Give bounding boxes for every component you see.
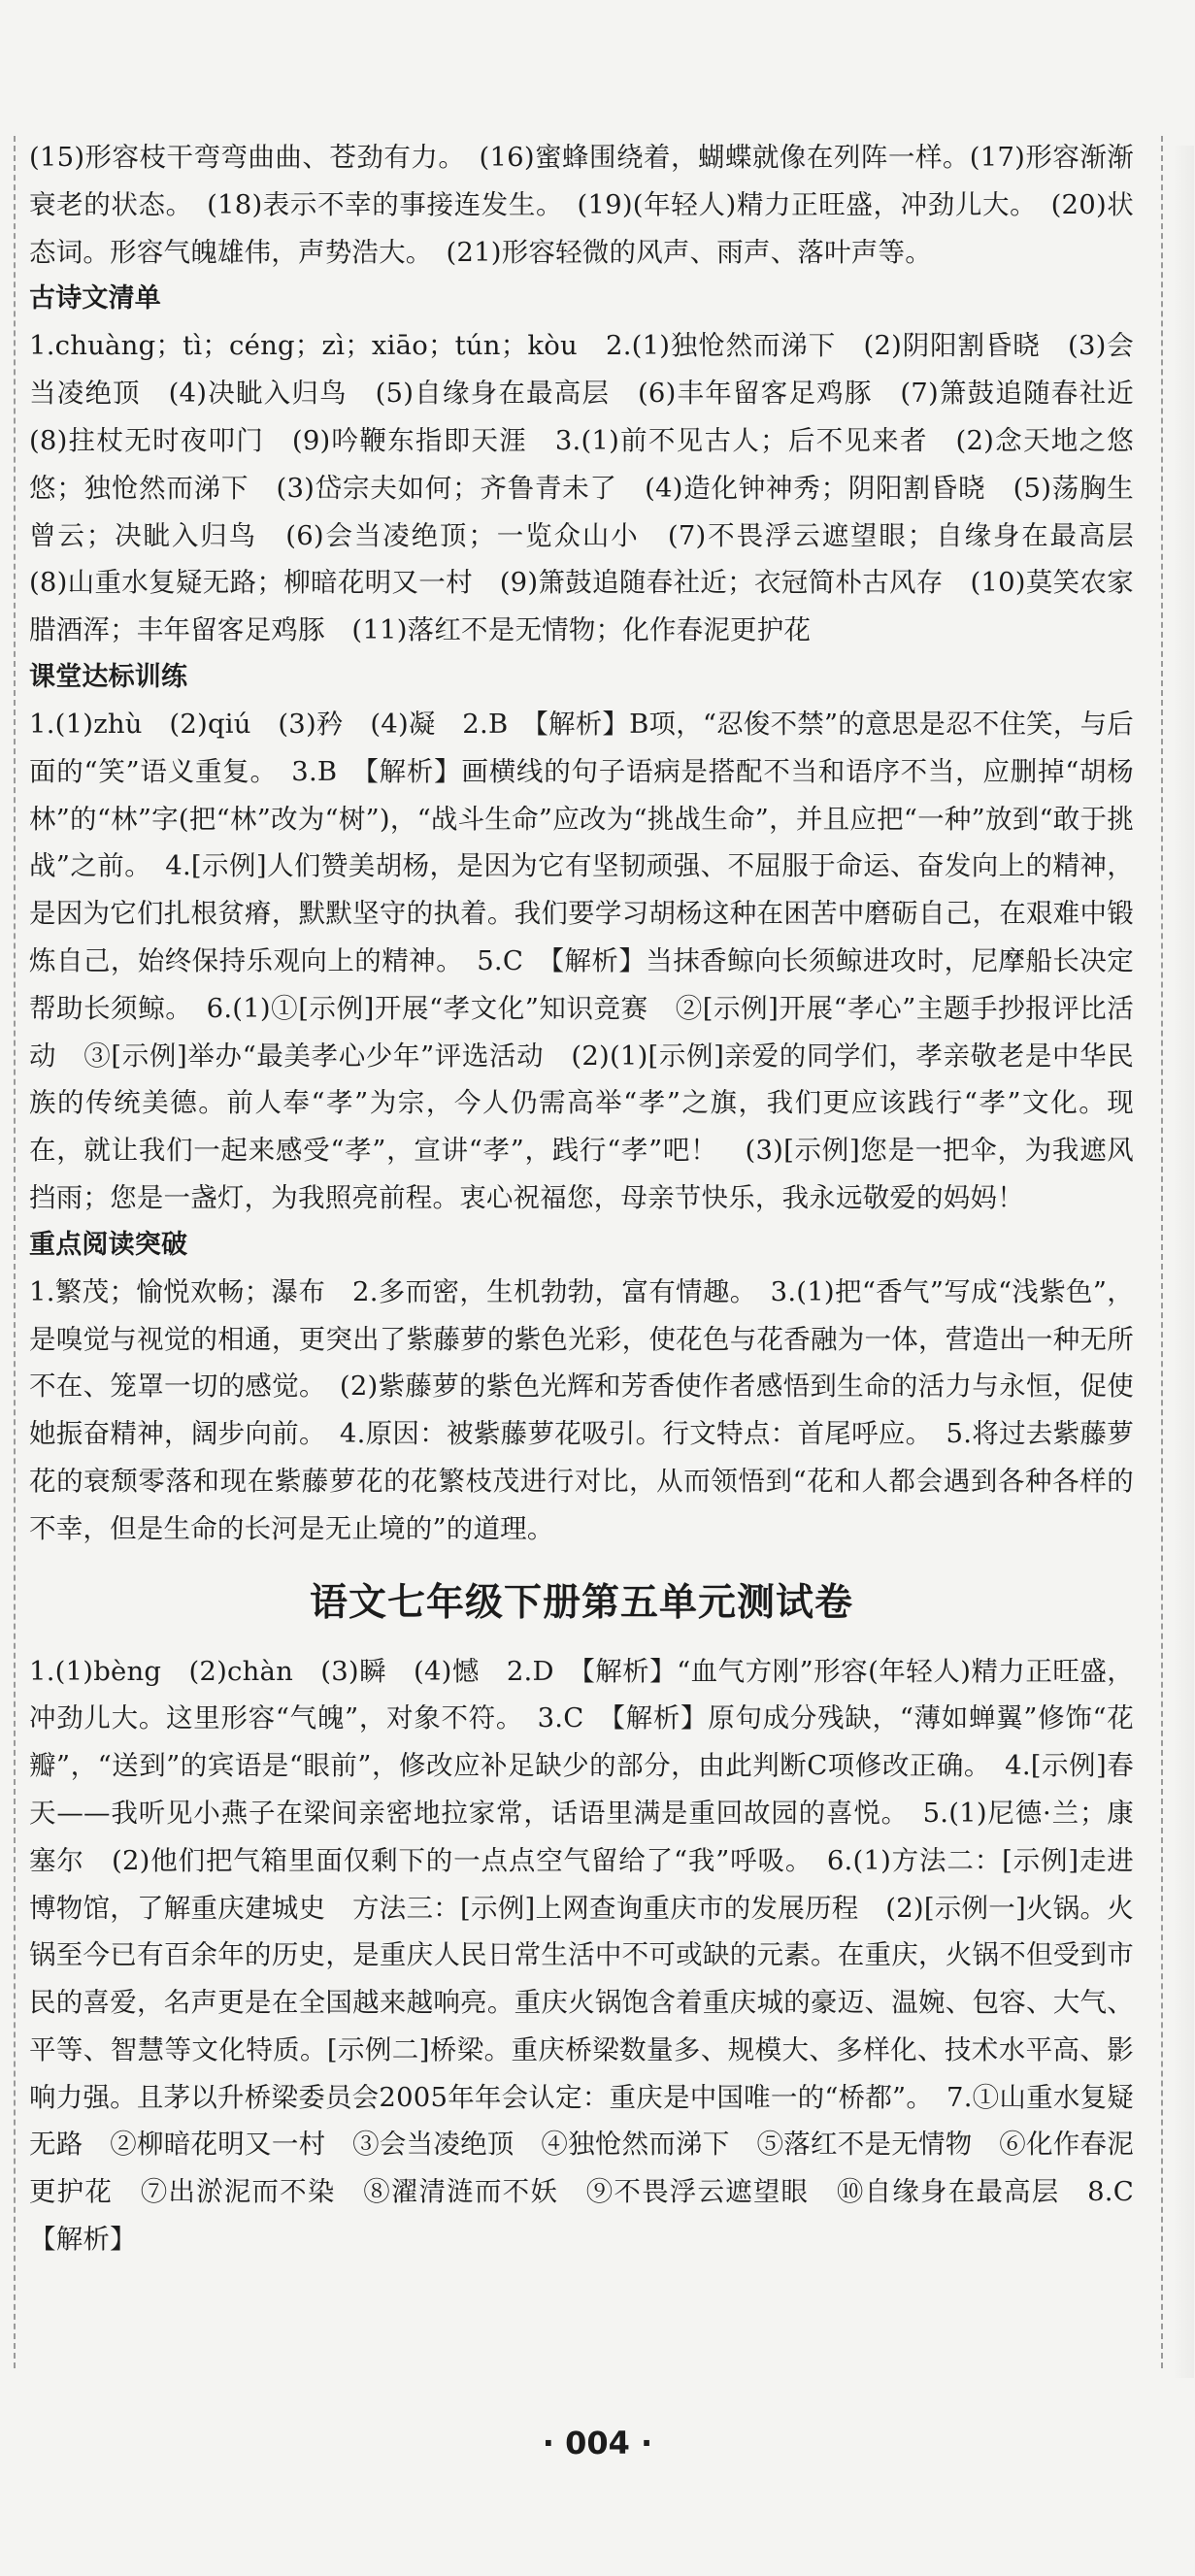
left-margin-rule bbox=[14, 136, 16, 2368]
adjacent-page-edge bbox=[1173, 146, 1194, 2378]
section-heading-poetry: 古诗文清单 bbox=[29, 283, 161, 314]
right-margin-rule bbox=[1161, 136, 1163, 2368]
page-number: · 004 · bbox=[542, 2425, 653, 2461]
section-heading-classroom: 课堂达标训练 bbox=[29, 661, 188, 692]
section-heading-reading: 重点阅读突破 bbox=[29, 1229, 188, 1260]
unit-test-text: 1.(1)bèng (2)chàn (3)瞬 (4)憾 2.D 【解析】“血气方刚”形容(年轻人)精力正旺盛，冲劲儿大。这里形容“气魄”，对象不符。 3.C 【解析】原句成分残缺，“薄如蝉翼”修饰“花瓣”，“送到”的宾语是“眼前”，修改应补足缺少的部分，由此判断C项修改正确。 4.[示例]春天——我听见小燕子在梁间亲密地拉家常，话语里满是重回故园的喜悦。 5.(1)尼德·兰；康塞尔 (2)他们把气箱里面仅剩下的一点点空气留给了“我”呼吸。 6.(1)方法二：[示例]走进博物馆，了解重庆建城史 方法三：[示例]上网查询重庆市的发展历程 (2)[示例一]火锅。火锅至今已有百余年的历史，是重庆人民日常生活中不可或缺的元素。在重庆，火锅不但受到市民的喜爱，名声更是在全国越来越响亮。重庆火锅饱含着重庆城的豪迈、温婉、包容、大气、平等、智慧等文化特质。[示例二]桥梁。重庆桥梁数量多、规模大、多样化、技术水平高、影响力强。且茅以升桥梁委员会2005年年会认定：重庆是中国唯一的“桥都”。 7.①山重水复疑无路 ②柳暗花明又一村 ③会当凌绝顶 ④独怆然而涕下 ⑤落红不是无情物 ⑥化作春泥更护花 ⑦出淤泥而不染 ⑧濯清涟而不妖 ⑨不畏浮云遮望眼 ⑩自缘身在最高层 8.C 【解析】 bbox=[29, 1655, 1161, 2256]
section-text-poetry: 1.chuàng；tì；céng；zì；xiāo；tún；kòu 2.(1)独怆然而涕下 (2)阴阳割昏晓 (3)会当凌绝顶 (4)决眦入归鸟 (5)自缘身在最高层 (6)丰年留客足鸡豚 (7)箫鼓追随春社近 (8)拄杖无时夜叩门 (9)吟鞭东指即天涯 3.(1)前不见古人；后不见来者 (2)念天地之悠悠；独怆然而涕下 (3)岱宗夫如何；齐鲁青未了 (4)造化钟神秀；阴阳割昏晓 (5)荡胸生曾云；决眦入归鸟 (6)会当凌绝顶；一览众山小 (7)不畏浮云遮望眼；自缘身在最高层 (8)山重水复疑无路；柳暗花明又一村 (9)箫鼓追随春社近；衣冠简朴古风存 (10)莫笑农家腊酒浑；丰年留客足鸡豚 (11)落红不是无情物；化作春泥更护花 bbox=[29, 330, 1161, 646]
unit-test-title: 语文七年级下册第五单元测试卷 bbox=[309, 1580, 853, 1625]
answer-column bbox=[29, 134, 1161, 2263]
intro-paragraph: (15)形容枝干弯弯曲曲、苍劲有力。 (16)蜜蜂围绕着，蝴蝶就像在列阵一样。(17)形容渐渐衰老的状态。 (18)表示不幸的事接连发生。 (19)(年轻人)精力正旺盛，冲劲儿大。 (20)状态词。形容气魄雄伟，声势浩大。 (21)形容轻微的风声、雨声、落叶声等。 bbox=[29, 142, 1134, 268]
section-text-reading: 1.繁茂；愉悦欢畅；瀑布 2.多而密，生机勃勃，富有情趣。 3.(1)把“香气”写成“浅紫色”，是嗅觉与视觉的相通，更突出了紫藤萝的紫色光彩，使花色与花香融为一体，营造出一种无所不在、笼罩一切的感觉。 (2)紫藤萝的紫色光辉和芳香使作者感悟到生命的活力与永恒，促使她振奋精神，阔步向前。 4.原因：被紫藤萝花吸引。行文特点：首尾呼应。 5.将过去紫藤萝花的衰颓零落和现在紫藤萝花的花繁枝茂进行对比，从而领悟到“花和人都会遇到各种各样的不幸，但是生命的长河是无止境的”的道理。 bbox=[29, 1275, 1134, 1544]
section-text-classroom: 1.(1)zhù (2)qiú (3)矜 (4)凝 2.B 【解析】B项，“忍俊不禁”的意思是忍不住笑，与后面的“笑”语义重复。 3.B 【解析】画横线的句子语病是搭配不当和语序不当，应删掉“胡杨林”的“林”字(把“林”改为“树”)，“战斗生命”应改为“挑战生命”，并且应把“一种”放到“敢于挑战”之前。 4.[示例]人们赞美胡杨，是因为它有坚韧顽强、不屈服于命运、奋发向上的精神，是因为它们扎根贫瘠，默默坚守的执着。我们要学习胡杨这种在困苦中磨砺自己，在艰难中锻炼自己，始终保持乐观向上的精神。 5.C 【解析】当抹香鲸向长须鲸进攻时，尼摩船长决定帮助长须鲸。 6.(1)①[示例]开展“孝文化”知识竞赛 ②[示例]开展“孝心”主题手抄报评比活动 ③[示例]举办“最美孝心少年”评选活动 (2)(1)[示例]亲爱的同学们，孝亲敬老是中华民族的传统美德。前人奉“孝”为宗，今人仍需高举“孝”之旗，我们更应该践行“孝”文化。现在，就让我们一起来感受“孝”，宣讲“孝”，践行“孝”吧！ (3)[示例]您是一把伞，为我遮风挡雨；您是一盏灯，为我照亮前程。衷心祝福您，母亲节快乐，我永远敬爱的妈妈！ bbox=[29, 708, 1134, 1213]
